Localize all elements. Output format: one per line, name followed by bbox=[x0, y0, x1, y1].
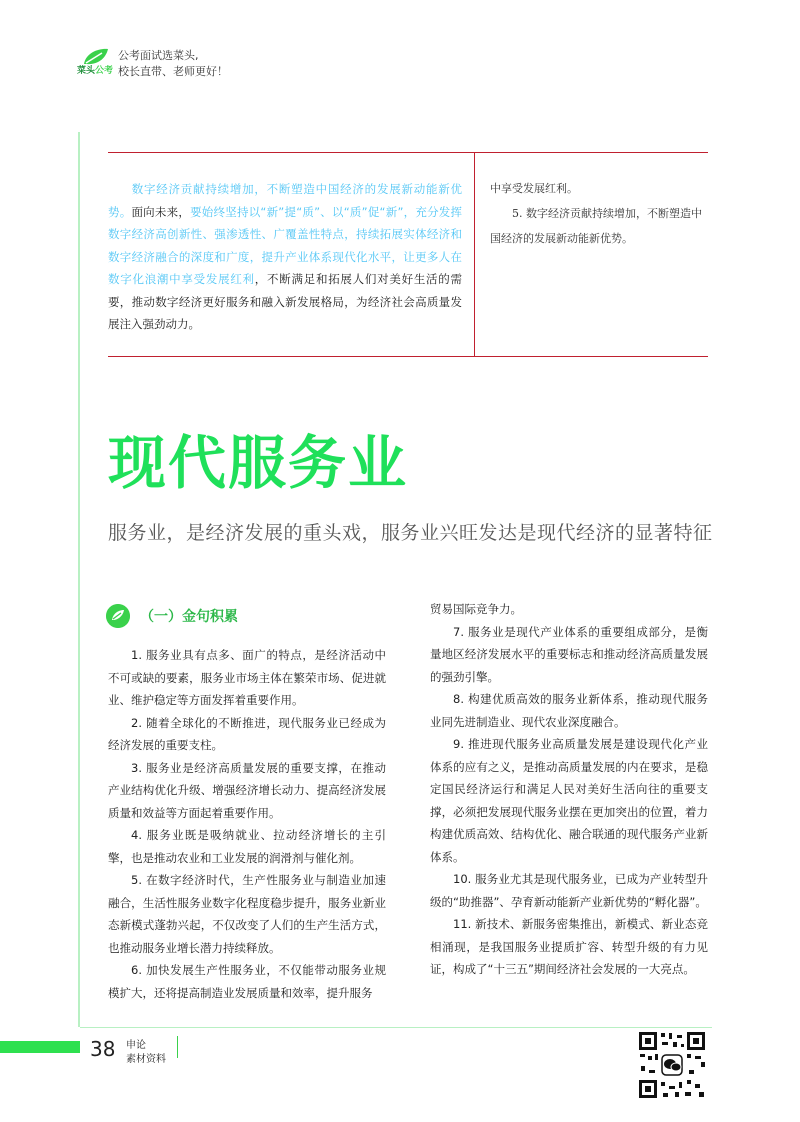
left-column bbox=[108, 644, 386, 1004]
list-item: 8. 构建优质高效的服务业新体系，推动现代服务业同先进制造业、现代农业深度融合。 bbox=[430, 692, 708, 729]
box-border-bottom bbox=[108, 356, 708, 357]
footer-separator bbox=[177, 1036, 178, 1058]
list-item: 11. 新技术、新服务密集推出，新模式、新业态竞相涌现，是我国服务业提质扩容、转型升级的有力见证，构成了“十三五”期间经济社会发展的一大亮点。 bbox=[430, 917, 708, 976]
list-item: 4. 服务业既是吸纳就业、拉动经济增长的主引擎，也是推动农业和工业发展的润滑剂与催化剂。 bbox=[108, 828, 386, 865]
magazine-name: 申论 bbox=[126, 1040, 146, 1051]
list-item: 10. 服务业尤其是现代服务业，已成为产业转型升级的“助推器”、孕育新动能新产业新优势的“孵化器”。 bbox=[430, 872, 708, 909]
list-item: 9. 推进现代服务业高质量发展是建设现代化产业体系的应有之义，是推动高质量发展的内在要求，是稳定国民经济运行和满足人民对美好生活向往的重要支撑，必须把发展现代服务业摆在更加突出的位置，着力构建优质高效、结构优化、融合联通的现代服务产业新体系。 bbox=[430, 737, 708, 864]
right-column bbox=[430, 598, 708, 981]
slogan-line-1: 公考面试选菜头, bbox=[118, 49, 199, 62]
page-title: 现代服务业 bbox=[108, 429, 409, 497]
list-item: 5. 在数字经济时代，生产性服务业与制造业加速融合，生活性服务业数字化程度稳步提升，服务业新业态新模式蓬勃兴起，不仅改变了人们的生产生活方式，也推动服务业增长潜力持续释放。 bbox=[108, 873, 386, 955]
leaf-icon bbox=[106, 604, 130, 628]
list-item: 1. 服务业具有点多、面广的特点，是经济活动中不可或缺的要素，服务业市场主体在繁荣市场、促进就业、维护稳定等方面发挥着重要作用。 bbox=[108, 648, 386, 707]
list-item: 3. 服务业是经济高质量发展的重要支撑，在推动产业结构优化升级、增强经济增长动力、提高经济发展质量和效益等方面起着重要作用。 bbox=[108, 760, 386, 820]
highlight-text: 数字经济贡献持续增加，不断塑造中国经济的发展新动能新优势。 bbox=[108, 182, 462, 219]
side-divider bbox=[78, 132, 80, 1027]
footer-accent-bar bbox=[0, 1041, 80, 1053]
logo-text: 菜头公考 bbox=[77, 66, 114, 76]
box-border-top bbox=[108, 152, 708, 153]
magazine-subtitle: 素材资料 bbox=[126, 1054, 166, 1065]
list-item: 2. 随着全球化的不断推进，现代服务业已经成为经济发展的重要支柱。 bbox=[108, 715, 386, 752]
page-number: 38 bbox=[90, 1037, 116, 1061]
qr-code-icon bbox=[637, 1030, 707, 1100]
list-item: 贸易国际竞争力。 bbox=[430, 602, 522, 616]
box-right-text: 中享受发展红利。 5. 数字经济贡献持续增加，不断塑造中国经济的发展新动能新优势。 bbox=[490, 182, 702, 245]
footer-divider bbox=[80, 1027, 712, 1028]
list-item: 6. 加快发展生产性服务业，不仅能带动服务业规模扩大，还将提高制造业发展质量和效率，提升服务 bbox=[108, 963, 386, 1000]
highlight-text: 要始终坚持以“新”提“质”、以“质”促“新”，充分发挥数字经济高创新性、强渗透性、广覆盖性特点，持续拓展实体经济和数字经济融合的深度和广度，提升产业体系现代化水平，让更多人在数字化浪潮中享受发展红利 bbox=[108, 204, 463, 286]
list-item: 7. 服务业是现代产业体系的重要组成部分，是衡量地区经济发展水平的重要标志和推动经济高质量发展的强劲引擎。 bbox=[430, 624, 708, 684]
slogan-line-2: 校长直带、老师更好！ bbox=[118, 65, 228, 78]
section-title: （一）金句积累 bbox=[140, 609, 238, 625]
box-border-middle bbox=[474, 152, 475, 357]
page-subtitle: 服务业，是经济发展的重头戏，服务业兴旺发达是现代经济的显著特征 bbox=[108, 522, 713, 544]
box-left-text: 数字经济贡献持续增加，不断塑造中国经济的发展新动能新优势。面向未来，要始终坚持以“新”提“质”、以“质”促“新”，充分发挥数字经济高创新性、强渗透性、广覆盖性特点，持续拓展实体经济和数字经济融合的深度和广度，提升产业体系现代化水平，让更多人在数字化浪潮中享受发展红利，不断满足和拓展人们对美好生活的需要，推动数字经济更好服务和融入新发展格局，为经济社会高质量发展注入强劲动力。 bbox=[108, 182, 463, 331]
